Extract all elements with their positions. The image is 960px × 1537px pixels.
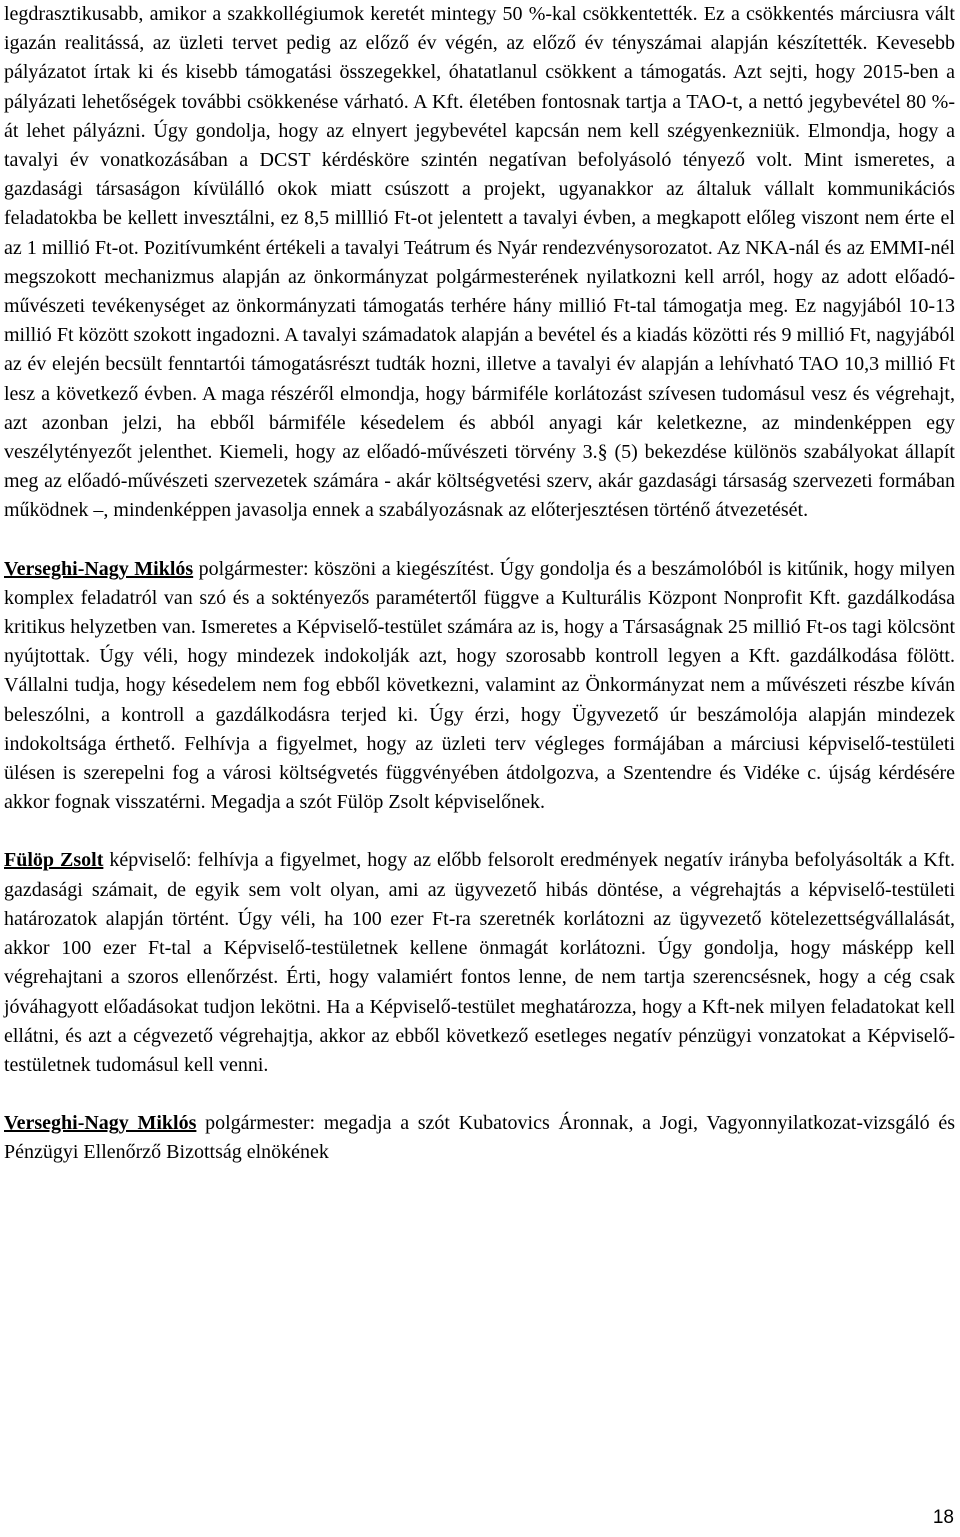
paragraph-4 [4, 1109, 955, 1167]
document-page [4, 0, 955, 1168]
paragraph-gap [4, 526, 955, 555]
paragraph-2 [4, 555, 955, 818]
paragraph-2-text: polgármester: köszöni a kiegészítést. Úgy gondolja és a beszámolóból is kitűnik, hogy milyen komplex feladatról van szó és a soktényezős paramétertől függve a Kulturális Központ Nonprofit Kft. gazdálkodása kritikus helyzetben van. Ismeretes a Képviselő-testület számára az is, hogy a Társaságnak 25 millió Ft-os tagi kölcsönt nyújtottak. Úgy véli, hogy mindezek indokolják azt, hogy szorosabb kontroll legyen a Kft. gazdálkodása fölött. Vállalni tudja, hogy késedelem nem fog ebből következni, valamint az Önkormányzat nem a művészeti részbe kíván beleszólni, a kontroll a gazdálkodásra terjed ki. Úgy érzi, hogy Ügyvezető úr beszámolója alapján mindezek indokoltsága érthető. Felhívja a figyelmet, hogy az üzleti terv végleges formájában a márciusi képviselő-testületi ülésen is szerepelni fog a városi költségvetés függvényében átdolgozva, a Szentendre és Vidéke c. újság kérdésére akkor fognak visszatérni. Megadja a szót Fülöp Zsolt képviselőnek. [4, 557, 955, 814]
paragraph-1 [4, 0, 955, 526]
speaker-name: Verseghi-Nagy Miklós [4, 1112, 197, 1135]
paragraph-4-text: polgármester: megadja a szót Kubatovics Áronnak, a Jogi, Vagyonnyilatkozat-vizsgáló és Pénzügyi Ellenőrző Bizottság elnökének [4, 1112, 955, 1164]
paragraph-3 [4, 846, 955, 1080]
page-number: 18 [932, 1507, 954, 1528]
paragraph-gap [4, 1080, 955, 1109]
paragraph-3-text: képviselő: felhívja a figyelmet, hogy az előbb felsorolt eredmények negatív irányba befolyásolták a Kft. gazdasági számait, de egyik sem volt olyan, ami az ügyvezető hibás döntése, a végrehajtás a képviselő-testületi határozatok alapján történt. Úgy véli, ha 100 ezer Ft-ra szeretnék korlátozni az ügyvezető kötelezettségvállalását, akkor 100 ezer Ft-tal a Képviselő-testületnek kellene önmagát korlátozni. Úgy gondolja, hogy másképp kell végrehajtani a szoros ellenőrzést. Érti, hogy valamiért fontos lenne, de nem tartja szerencsésnek, hogy a cég csak jóváhagyott előadásokat tudjon lekötni. Ha a Képviselő-testület meghatározza, hogy a Kft-nek milyen feladatokat kell ellátni, és azt a cégvezető végrehajtja, akkor az ebből következő esetleges negatív pénzügyi vonzatokat a Képviselő-testületnek tudomásul kell venni. [4, 849, 955, 1076]
paragraph-1-text: legdrasztikusabb, amikor a szakkollégiumok keretét mintegy 50 %-kal csökkentették. Ez a csökkentés márciusra vált igazán realitássá, az üzleti tervet pedig az előző év végén, az előző év tényszámai alapján készítették. Kevesebb pályázatot írtak ki és kisebb támogatási összegekkel, óhatatlanul csökkent a támogatás. Azt sejti, hogy 2015-ben a pályázati lehetőségek további csökkenése várható. A Kft. életében fontosnak tartja a TAO-t, a nettó jegybevétel 80 %-át lehet pályázni. Úgy gondolja, hogy az elnyert jegybevétel kapcsán nem kell szégyenkezniük. Elmondja, hogy a tavalyi év vonatkozásában a DCST kérdésköre szintén negatívan befolyásoló tényező volt. Mint ismeretes, a gazdasági társaságon kívülálló okok miatt csúszott a projekt, ugyanakkor az általuk vállalt kommunikációs feladatokba be kellett invesztálni, ez 8,5 milllió Ft-ot jelentett a tavalyi évben, a megkapott előleg viszont nem érte el az 1 millió Ft-ot. Pozitívumként értékeli a tavalyi Teátrum és Nyár rendezvénysorozatot. Az NKA-nál és az EMMI-nél megszokott mechanizmus alapján az önkormányzat polgármesterének nyilatkozni kell arról, hogy az adott előadó-művészeti tevékenységet az önkormányzati támogatás terhére hány millió Ft-tal támogatja meg. Ez nagyjából 10-13 millió Ft között szokott ingadozni. A tavalyi számadatok alapján a bevétel és a kiadás közötti rés 9 millió Ft, nagyjából az év elején becsült fenntartói támogatásrészt tudták hozni, illetve a tavalyi év alapján a lehívható TAO 10,3 millió Ft lesz a következő évben. A maga részéről elmondja, hogy bármiféle korlátozást szívesen tudomásul vesz és végrehajt, azt azonban jelzi, ha ebből bármiféle késedelem és abból anyagi kár keletkezne, az mindenképpen egy veszélytényezőt jelenthet. Kiemeli, hogy az előadó-művészeti törvény 3.§ (5) bekezdése különös szabályokat állapít meg az előadó-művészeti szervezetek számára - akár költségvetési szerv, akár gazdasági társaság szervezeti formában működnek –, mindenképpen javasolja ennek a szabályozásnak az előterjesztésen történő átvezetését. [4, 3, 955, 522]
speaker-name: Verseghi-Nagy Miklós [4, 557, 194, 580]
paragraph-gap [4, 817, 955, 846]
speaker-name: Fülöp Zsolt [4, 849, 104, 872]
